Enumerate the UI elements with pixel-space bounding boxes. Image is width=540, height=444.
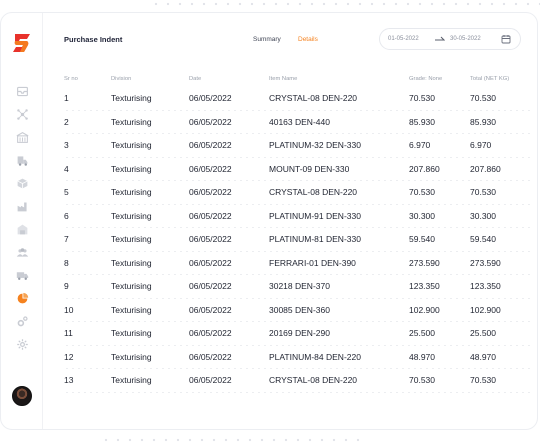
cell-sr-no: 9 bbox=[64, 281, 69, 291]
table-body bbox=[64, 89, 534, 395]
tab-summary[interactable]: Summary bbox=[253, 36, 281, 43]
cell-total: 123.350 bbox=[470, 281, 501, 291]
cell-item-name: 20169 DEN-290 bbox=[269, 328, 330, 338]
cell-division: Texturising bbox=[111, 281, 152, 291]
cell-sr-no: 12 bbox=[64, 351, 74, 362]
cell-grade: 102.900 bbox=[409, 304, 440, 315]
cell-total: 70.530 bbox=[470, 93, 496, 103]
sidebar-item-configuration[interactable] bbox=[12, 311, 32, 331]
date-range-picker[interactable] bbox=[379, 28, 521, 50]
cell-grade: 30.300 bbox=[409, 210, 435, 221]
col-header-item-name[interactable]: Item Name bbox=[269, 76, 298, 82]
cell-total: 85.930 bbox=[470, 116, 496, 127]
user-avatar[interactable] bbox=[12, 386, 32, 406]
cell-item-name: 40163 DEN-440 bbox=[269, 116, 330, 127]
gear-icon bbox=[16, 338, 29, 351]
cell-grade: 48.970 bbox=[409, 351, 435, 362]
sidebar-item-reports[interactable] bbox=[12, 288, 32, 308]
delivery-icon bbox=[16, 269, 29, 282]
truck-icon bbox=[16, 154, 29, 167]
cell-total: 25.500 bbox=[470, 328, 496, 338]
calendar-icon[interactable] bbox=[501, 34, 511, 44]
table-row[interactable] bbox=[64, 207, 534, 231]
cell-date: 06/05/2022 bbox=[189, 375, 232, 385]
cell-date: 06/05/2022 bbox=[189, 140, 232, 150]
team-icon bbox=[16, 246, 29, 259]
table-row[interactable] bbox=[64, 230, 534, 254]
sidebar-item-settings[interactable] bbox=[12, 334, 32, 354]
cell-division: Texturising bbox=[111, 234, 152, 244]
cell-division: Texturising bbox=[111, 116, 152, 127]
table-row[interactable] bbox=[64, 348, 534, 372]
cell-division: Texturising bbox=[111, 257, 152, 268]
cell-date: 06/05/2022 bbox=[189, 187, 232, 197]
cell-date: 06/05/2022 bbox=[189, 210, 232, 221]
cell-date: 06/05/2022 bbox=[189, 304, 232, 315]
sidebar bbox=[1, 13, 43, 429]
cell-item-name: FERRARI-01 DEN-390 bbox=[269, 257, 356, 268]
table-row[interactable] bbox=[64, 183, 534, 207]
cell-division: Texturising bbox=[111, 210, 152, 221]
page-title: Purchase Indent bbox=[64, 35, 123, 44]
network-icon bbox=[16, 108, 29, 121]
cell-date: 06/05/2022 bbox=[189, 351, 232, 362]
cell-grade: 273.590 bbox=[409, 257, 440, 268]
table-header bbox=[64, 75, 534, 89]
table-row[interactable] bbox=[64, 89, 534, 113]
cell-grade: 70.530 bbox=[409, 93, 435, 103]
cell-item-name: PLATINUM-84 DEN-220 bbox=[269, 351, 361, 362]
cell-date: 06/05/2022 bbox=[189, 163, 232, 174]
cell-sr-no: 1 bbox=[64, 93, 69, 103]
cell-grade: 59.540 bbox=[409, 234, 435, 244]
col-header-grade[interactable]: Grade: None bbox=[409, 76, 443, 82]
cell-item-name: PLATINUM-81 DEN-330 bbox=[269, 234, 361, 244]
cell-grade: 85.930 bbox=[409, 116, 435, 127]
cell-item-name: 30085 DEN-360 bbox=[269, 304, 330, 315]
sidebar-item-delivery[interactable] bbox=[12, 265, 32, 285]
cell-item-name: CRYSTAL-08 DEN-220 bbox=[269, 93, 358, 103]
cell-division: Texturising bbox=[111, 304, 152, 315]
cell-sr-no: 11 bbox=[64, 328, 73, 338]
table-row[interactable] bbox=[64, 136, 534, 160]
cell-date: 06/05/2022 bbox=[189, 116, 232, 127]
cell-sr-no: 6 bbox=[64, 210, 69, 221]
table-row[interactable] bbox=[64, 113, 534, 137]
table-row[interactable] bbox=[64, 324, 534, 348]
cell-total: 102.900 bbox=[470, 304, 501, 315]
cell-item-name: PLATINUM-32 DEN-330 bbox=[269, 140, 361, 150]
cell-date: 06/05/2022 bbox=[189, 257, 232, 268]
cell-grade: 207.860 bbox=[409, 163, 440, 174]
sidebar-item-building[interactable] bbox=[12, 127, 32, 147]
cell-item-name: PLATINUM-91 DEN-330 bbox=[269, 210, 361, 221]
col-header-division[interactable]: Division bbox=[111, 76, 132, 82]
pie-chart-icon bbox=[16, 292, 29, 305]
cell-sr-no: 2 bbox=[64, 116, 69, 127]
cell-division: Texturising bbox=[111, 351, 152, 362]
cell-sr-no: 8 bbox=[64, 257, 69, 268]
col-header-date[interactable]: Date bbox=[189, 76, 202, 82]
table-row[interactable] bbox=[64, 277, 534, 301]
cell-sr-no: 5 bbox=[64, 187, 69, 197]
cell-sr-no: 3 bbox=[64, 140, 69, 150]
sidebar-item-team[interactable] bbox=[12, 242, 32, 262]
cell-grade: 6.970 bbox=[409, 140, 431, 150]
cell-total: 70.530 bbox=[470, 375, 496, 385]
cell-date: 06/05/2022 bbox=[189, 93, 232, 103]
cell-sr-no: 10 bbox=[64, 304, 74, 315]
cell-division: Texturising bbox=[111, 163, 152, 174]
settings-cog-icon bbox=[16, 315, 29, 328]
sidebar-item-factory[interactable] bbox=[12, 196, 32, 216]
cell-total: 59.540 bbox=[470, 234, 496, 244]
table-row[interactable] bbox=[64, 301, 534, 325]
arrow-right-icon bbox=[435, 33, 445, 43]
cell-date: 06/05/2022 bbox=[189, 328, 232, 338]
brand-logo-icon[interactable] bbox=[11, 31, 33, 55]
sidebar-item-inbox[interactable] bbox=[12, 81, 32, 101]
cell-total: 6.970 bbox=[470, 140, 492, 150]
col-header-sr-no[interactable]: Sr no bbox=[64, 76, 78, 82]
cell-sr-no: 7 bbox=[64, 234, 69, 244]
cell-division: Texturising bbox=[111, 140, 152, 150]
date-to[interactable]: 30-05-2022 bbox=[450, 36, 481, 42]
cell-date: 06/05/2022 bbox=[189, 234, 232, 244]
factory-icon bbox=[16, 200, 29, 213]
building-icon bbox=[16, 131, 29, 144]
cell-division: Texturising bbox=[111, 187, 152, 197]
table-row[interactable] bbox=[64, 160, 534, 184]
cell-item-name: MOUNT-09 DEN-330 bbox=[269, 163, 350, 174]
tab-details[interactable]: Details bbox=[298, 36, 318, 43]
box-icon bbox=[16, 177, 29, 190]
cell-item-name: 30218 DEN-370 bbox=[269, 281, 330, 291]
cell-division: Texturising bbox=[111, 328, 152, 338]
table-row[interactable] bbox=[64, 371, 534, 395]
decorative-dots-top bbox=[150, 2, 540, 6]
inbox-icon bbox=[16, 85, 29, 98]
sidebar-item-network[interactable] bbox=[12, 104, 32, 124]
cell-division: Texturising bbox=[111, 93, 152, 103]
cell-sr-no: 4 bbox=[64, 163, 69, 174]
cell-grade: 25.500 bbox=[409, 328, 435, 338]
warehouse-icon bbox=[16, 223, 29, 236]
decorative-dots-bottom bbox=[100, 438, 360, 442]
cell-total: 48.970 bbox=[470, 351, 496, 362]
sidebar-item-box[interactable] bbox=[12, 173, 32, 193]
app-window bbox=[0, 12, 538, 430]
date-from[interactable]: 01-05-2022 bbox=[388, 36, 419, 42]
sidebar-item-truck[interactable] bbox=[12, 150, 32, 170]
cell-item-name: CRYSTAL-08 DEN-220 bbox=[269, 187, 358, 197]
sidebar-item-warehouse[interactable] bbox=[12, 219, 32, 239]
table-row[interactable] bbox=[64, 254, 534, 278]
cell-total: 70.530 bbox=[470, 187, 496, 197]
cell-division: Texturising bbox=[111, 375, 152, 385]
cell-grade: 123.350 bbox=[409, 281, 440, 291]
cell-grade: 70.530 bbox=[409, 187, 435, 197]
purchase-indent-table bbox=[64, 75, 534, 395]
cell-date: 06/05/2022 bbox=[189, 281, 232, 291]
cell-item-name: CRYSTAL-08 DEN-220 bbox=[269, 375, 358, 385]
cell-grade: 70.530 bbox=[409, 375, 435, 385]
col-header-total[interactable]: Total (NET KG) bbox=[470, 76, 510, 82]
cell-sr-no: 13 bbox=[64, 375, 74, 385]
cell-total: 207.860 bbox=[470, 163, 501, 174]
cell-total: 30.300 bbox=[470, 210, 496, 221]
cell-total: 273.590 bbox=[470, 257, 501, 268]
